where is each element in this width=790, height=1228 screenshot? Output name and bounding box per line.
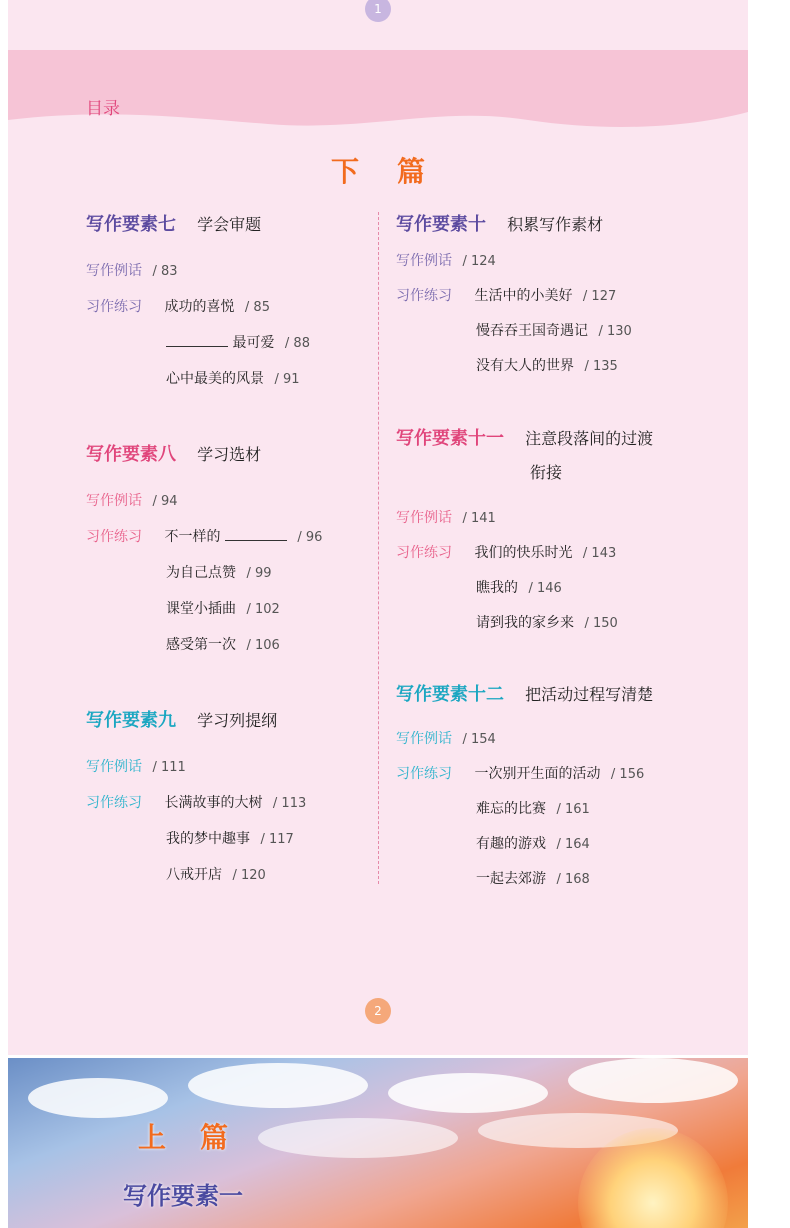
entry-title: 慢吞吞王国奇遇记: [476, 323, 588, 339]
page-ref: / 85: [244, 300, 270, 315]
page-ref: / 99: [246, 566, 272, 581]
toc-entry[interactable]: [476, 355, 618, 375]
toc-section-8: [86, 440, 261, 470]
practice-label: 习作练习: [86, 299, 142, 315]
entry-title: 一起去郊游: [476, 871, 546, 887]
page-ref: / 111: [152, 760, 186, 775]
page-ref: / 141: [462, 511, 496, 526]
section-topic: 学习选材: [197, 445, 262, 464]
entry-title: 请到我的家乡来: [476, 615, 574, 631]
entry-title: 有趣的游戏: [476, 836, 546, 852]
entry-title: 不一样的: [164, 529, 221, 545]
cloud: [188, 1063, 368, 1108]
practice-label: 习作练习: [86, 529, 142, 545]
page-ref: / 94: [152, 494, 178, 509]
practice-label: 习作练习: [396, 766, 452, 782]
cloud: [388, 1073, 548, 1113]
entry-title: 八戒开店: [166, 867, 222, 883]
entry-title: 长满故事的大树: [164, 795, 263, 811]
page-ref: / 124: [462, 254, 496, 269]
toc-entry[interactable]: [86, 490, 178, 510]
fill-in-blank: [225, 528, 287, 541]
toc-entry[interactable]: [396, 507, 496, 527]
toc-section-7: [86, 210, 261, 240]
page-ref: / 83: [152, 264, 178, 279]
practice-label: 习作练习: [86, 795, 142, 811]
cloud: [568, 1058, 738, 1103]
toc-entry[interactable]: [166, 864, 266, 884]
toc-entry[interactable]: [476, 320, 632, 340]
toc-entry[interactable]: [86, 526, 322, 546]
entry-title: 难忘的比赛: [476, 801, 546, 817]
next-page-illustration: [8, 1058, 748, 1228]
example-label: 写作例话: [396, 510, 452, 526]
toc-entry[interactable]: [166, 368, 300, 388]
section-number: 写作要素八: [86, 444, 176, 465]
toc-entry[interactable]: [396, 250, 496, 270]
section-topic: 学习列提纲: [197, 711, 278, 730]
page-ref: / 106: [246, 638, 280, 653]
cloud: [258, 1118, 458, 1158]
entry-title: 感受第一次: [166, 637, 236, 653]
entry-title: 为自己点赞: [166, 565, 236, 581]
toc-entry[interactable]: [166, 562, 272, 582]
previous-page-footer: [8, 0, 748, 50]
page-ref: / 154: [462, 732, 496, 747]
page-ref: / 102: [246, 602, 280, 617]
toc-entry[interactable]: [86, 792, 306, 812]
section-topic-continued: 衔接: [530, 463, 563, 482]
example-label: 写作例话: [86, 493, 142, 509]
page-ref: / 146: [528, 581, 562, 596]
section-number: 写作要素九: [86, 710, 176, 731]
toc-section-9: [86, 706, 277, 736]
toc-entry[interactable]: [86, 296, 270, 316]
toc-section-11: [396, 424, 653, 454]
toc-entry[interactable]: [86, 260, 178, 280]
example-label: 写作例话: [86, 263, 142, 279]
toc-entry[interactable]: [396, 763, 644, 783]
entry-title: 最可爱: [232, 335, 275, 351]
entry-title: 心中最美的风景: [166, 371, 264, 387]
practice-label: 习作练习: [396, 545, 452, 561]
toc-entry[interactable]: [476, 798, 590, 818]
part-title: 下篇: [330, 155, 463, 188]
page-number-badge: 1: [365, 0, 391, 22]
page-ref: / 88: [284, 336, 310, 351]
section-number: 写作要素十二: [396, 684, 504, 705]
toc-entry[interactable]: [166, 332, 310, 352]
toc-section-12: [396, 680, 653, 710]
toc-entry[interactable]: [396, 285, 616, 305]
page-ref: / 91: [274, 372, 300, 387]
entry-title: 瞧我的: [476, 580, 518, 596]
section-topic: 学会审题: [197, 215, 262, 234]
next-part-title: 上篇: [138, 1121, 263, 1154]
header-wave-banner: [8, 50, 748, 132]
section-topic: 注意段落间的过渡: [525, 429, 654, 448]
page-ref: / 96: [297, 530, 323, 545]
cloud: [28, 1078, 168, 1118]
entry-title: 一次别开生面的活动: [474, 766, 601, 782]
page-ref: / 168: [556, 872, 590, 887]
section-number: 写作要素七: [86, 214, 176, 235]
entry-title: 我们的快乐时光: [474, 545, 573, 561]
section-number: 写作要素十一: [396, 428, 504, 449]
page-ref: / 113: [272, 796, 307, 811]
toc-entry[interactable]: [476, 833, 590, 853]
fill-in-blank: [166, 334, 228, 347]
entry-title: 没有大人的世界: [476, 358, 574, 374]
page-ref: / 130: [598, 324, 632, 339]
page-ref: / 135: [584, 359, 618, 374]
toc-entry[interactable]: [396, 728, 496, 748]
toc-entry[interactable]: [396, 542, 616, 562]
toc-entry[interactable]: [476, 868, 590, 888]
section-topic: 把活动过程写清楚: [525, 685, 654, 704]
toc-page: [8, 50, 748, 1055]
toc-entry[interactable]: [476, 612, 618, 632]
next-section-number: 写作要素一: [123, 1182, 243, 1210]
page-ref: / 164: [556, 837, 590, 852]
page-ref: / 120: [232, 868, 266, 883]
page-number-badge: 2: [365, 998, 391, 1024]
entry-title: 课堂小插曲: [166, 601, 236, 617]
toc-entry[interactable]: [166, 828, 294, 848]
section-number: 写作要素十: [396, 214, 486, 235]
toc-entry[interactable]: [166, 598, 280, 618]
column-divider: [378, 212, 379, 884]
page-ref: / 127: [582, 289, 617, 304]
page-ref: / 143: [582, 546, 617, 561]
practice-label: 习作练习: [396, 288, 452, 304]
page-ref: / 150: [584, 616, 618, 631]
example-label: 写作例话: [86, 759, 142, 775]
page-ref: / 161: [556, 802, 590, 817]
example-label: 写作例话: [396, 253, 452, 269]
example-label: 写作例话: [396, 731, 452, 747]
page-ref: / 117: [260, 832, 294, 847]
entry-title: 成功的喜悦: [164, 299, 235, 315]
toc-label: 目录: [86, 99, 120, 119]
toc-entry[interactable]: [166, 634, 280, 654]
entry-title: 生活中的小美好: [474, 288, 573, 304]
toc-entry[interactable]: [476, 577, 562, 597]
toc-section-10: [396, 210, 603, 240]
section-topic: 积累写作素材: [507, 215, 604, 234]
toc-entry[interactable]: [86, 756, 186, 776]
entry-title: 我的梦中趣事: [166, 831, 250, 847]
page-ref: / 156: [610, 767, 645, 782]
